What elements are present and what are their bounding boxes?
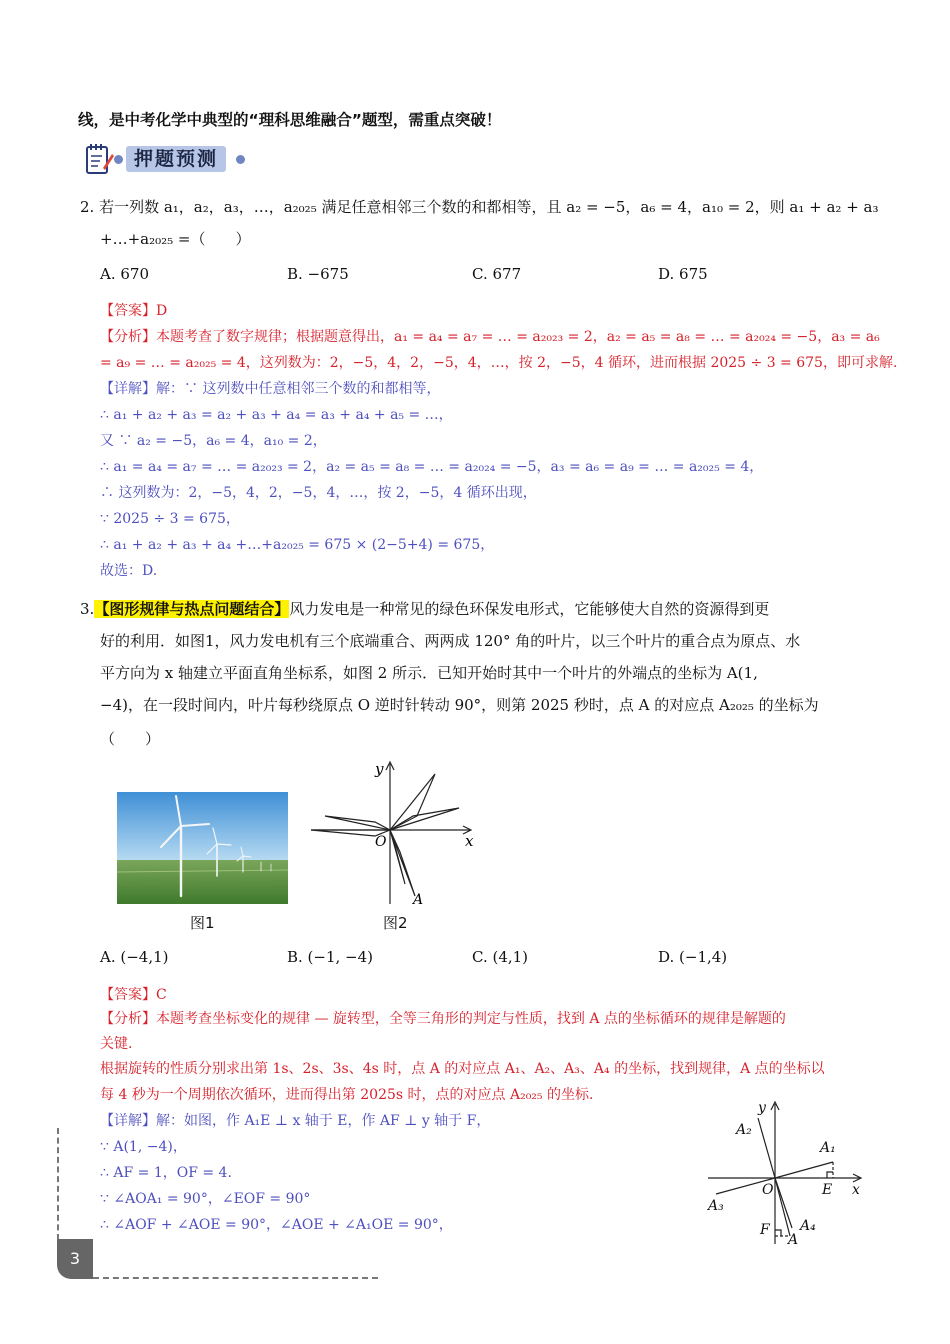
q2-detail-line: 又 ∵ a₂ = −5，a₆ = 4，a₁₀ = 2， — [100, 433, 327, 449]
q3-detail-line: ∵ ∠AOA₁ = 90°，∠EOF = 90° — [100, 1191, 311, 1207]
fig3-x-label: x — [852, 1182, 860, 1198]
q3-detail-line: 【详解】解：如图，作 A₁E ⊥ x 轴于 E，作 AF ⊥ y 轴于 F， — [100, 1113, 491, 1129]
q2-detail-line: ∴ a₁ + a₂ + a₃ = a₂ + a₃ + a₄ = a₃ + a₄ + a₅ = …， — [100, 407, 453, 423]
fig2-y-label: y — [375, 760, 384, 778]
fig3-right-angle-e — [827, 1172, 833, 1178]
wind-turbine-photo — [117, 792, 288, 904]
q2-detail-line: ∵ 2025 ÷ 3 = 675， — [100, 511, 240, 527]
q3-stem-line4: −4)，在一段时间内，叶片每秒绕原点 O 逆时针转动 90°，则第 2025 秒时，点 A 的对应点 A₂₀₂₅ 的坐标为 — [100, 696, 819, 714]
fig3-a1-label: A₁ — [820, 1140, 836, 1156]
q3-analysis-line1: 【分析】本题考查坐标变化的规律 — 旋转型，全等三角形的判定与性质，找到 A 点的坐标循环的规律是解题的 — [100, 1011, 786, 1027]
q2-answer: 【答案】D — [100, 303, 168, 319]
fig3-a-label: A — [788, 1232, 799, 1246]
q3-option-b: B. (−1, −4) — [287, 948, 374, 966]
q2-analysis-line2: = a₉ = … = a₂₀₂₅ = 4，这列数为：2，−5，4，2，−5，4，…，按 2，−5，4 循环，进而根据 2025 ÷ 3 = 675，即可求解. — [100, 355, 898, 371]
q2-analysis-line1: 【分析】本题考查了数字规律；根据题意得出，a₁ = a₄ = a₇ = … = a₂₀₂₃ = 2，a₂ = a₅ = a₈ = … = a₂₀₂₄ = −5，a₃ = a₆ — [100, 329, 880, 345]
page-number: 3 — [57, 1239, 93, 1279]
fig3-origin-label: O — [762, 1182, 774, 1198]
q3-analysis-line4: 每 4 秒为一个周期依次循环，进而得出第 2025s 时，点的对应点 A₂₀₂₅ 的坐标. — [100, 1087, 594, 1103]
fig3-a2-label: A₂ — [736, 1122, 752, 1138]
q2-option-b: B. −675 — [287, 265, 349, 283]
section-banner — [84, 142, 254, 176]
q2-option-c: C. 677 — [472, 265, 522, 283]
q2-option-d: D. 675 — [658, 265, 708, 283]
q2-detail-line: 【详解】解：∵ 这列数中任意相邻三个数的和都相等， — [100, 381, 441, 397]
fig3-a4-label: A₄ — [800, 1218, 816, 1234]
q3-option-a: A. (−4,1) — [100, 948, 169, 966]
q3-stem-line5: （ ） — [100, 730, 161, 748]
fig2-point-a-label: A — [413, 892, 424, 906]
fig3-segment-oa1 — [775, 1162, 833, 1178]
intro-text: 线，是中考化学中典型的“理科思维融合”题型，需重点突破！ — [78, 111, 502, 129]
fig2-caption: 图2 — [383, 914, 408, 932]
q3-detail-line: ∴ AF = 1，OF = 4. — [100, 1165, 232, 1181]
fig2-x-label: x — [465, 832, 474, 850]
fig2-blade — [390, 830, 415, 896]
fig3-right-angle-f — [775, 1230, 781, 1236]
fig2-blade — [390, 830, 405, 884]
fig3-e-label: E — [822, 1182, 833, 1198]
q2-stem-line1: 2. 若一列数 a₁，a₂，a₃，…，a₂₀₂₅ 满足任意相邻三个数的和都相等，且 a₂ = −5，a₆ = 4，a₁₀ = 2，则 a₁ + a₂ + a₃ — [80, 198, 879, 216]
q2-option-a: A. 670 — [100, 265, 149, 283]
page-border-dashed-vertical — [57, 1128, 59, 1240]
fig2-blade — [325, 816, 390, 830]
q2-stem-line2: +…+a₂₀₂₅ =（ ） — [100, 230, 251, 248]
banner-dot-left — [114, 155, 123, 164]
fig3-segment-oa — [775, 1178, 790, 1236]
fig2-coordinate-diagram — [305, 756, 495, 906]
q3-detail-line: ∴ ∠AOF + ∠AOE = 90°，∠AOE + ∠A₁OE = 90°， — [100, 1217, 453, 1233]
q3-analysis-line3: 根据旋转的性质分别求出第 1s、2s、3s、4s 时，点 A 的对应点 A₁、A₂、A₃、A₄ 的坐标，找到规律，A 点的坐标以 — [100, 1061, 825, 1077]
banner-dot-right — [236, 155, 245, 164]
q2-detail-line: ∴ 这列数为：2，−5，4，2，−5，4，…，按 2，−5，4 循环出现， — [100, 485, 537, 501]
q3-option-c: C. (4,1) — [472, 948, 529, 966]
q2-detail-line: ∴ a₁ = a₄ = a₇ = … = a₂₀₂₃ = 2，a₂ = a₅ = a₈ = … = a₂₀₂₄ = −5，a₃ = a₆ = a₉ = … = a₂₀₂₅ = 4， — [100, 459, 764, 475]
fig2-origin-label: O — [375, 834, 387, 850]
fig2-blade — [390, 774, 435, 830]
fig1-caption: 图1 — [190, 914, 215, 932]
q3-stem-line2: 好的利用．如图1，风力发电机有三个底端重合、两两成 120° 角的叶片，以三个叶片的重合点为原点、水 — [100, 632, 801, 650]
q3-stem-line3: 平方向为 x 轴建立平面直角坐标系，如图 2 所示．已知开始时其中一个叶片的外端点的坐标为 A(1, — [100, 664, 758, 682]
section-title: 押题预测 — [126, 146, 226, 172]
q3-stem-line1 — [80, 598, 769, 619]
q3-detail-line: ∵ A(1, −4)， — [100, 1139, 187, 1155]
q3-option-d: D. (−1,4) — [658, 948, 728, 966]
q3-analysis-line2: 关键. — [100, 1036, 133, 1052]
q2-detail-line: ∴ a₁ + a₂ + a₃ + a₄ +…+a₂₀₂₅ = 675 × (2−5+4) = 675， — [100, 537, 495, 553]
q3-number: 3. — [80, 600, 95, 618]
fig3-rotation-diagram — [700, 1096, 870, 1246]
fig3-f-label: F — [760, 1222, 770, 1238]
fig3-y-label: y — [758, 1100, 766, 1116]
q3-topic-tag: 【图形规律与热点问题结合】 — [94, 600, 290, 618]
fig3-a3-label: A₃ — [708, 1198, 724, 1214]
notepad-icon — [84, 142, 114, 176]
q3-answer: 【答案】C — [100, 987, 167, 1003]
q2-detail-line: 故选：D. — [100, 563, 158, 579]
page-border-dashed-horizontal — [93, 1277, 378, 1279]
fig2-blade — [390, 808, 459, 830]
fig3-segment-oa2 — [758, 1118, 775, 1178]
q3-stem-text: 风力发电是一种常见的绿色环保发电形式，它能够使大自然的资源得到更 — [289, 600, 770, 618]
